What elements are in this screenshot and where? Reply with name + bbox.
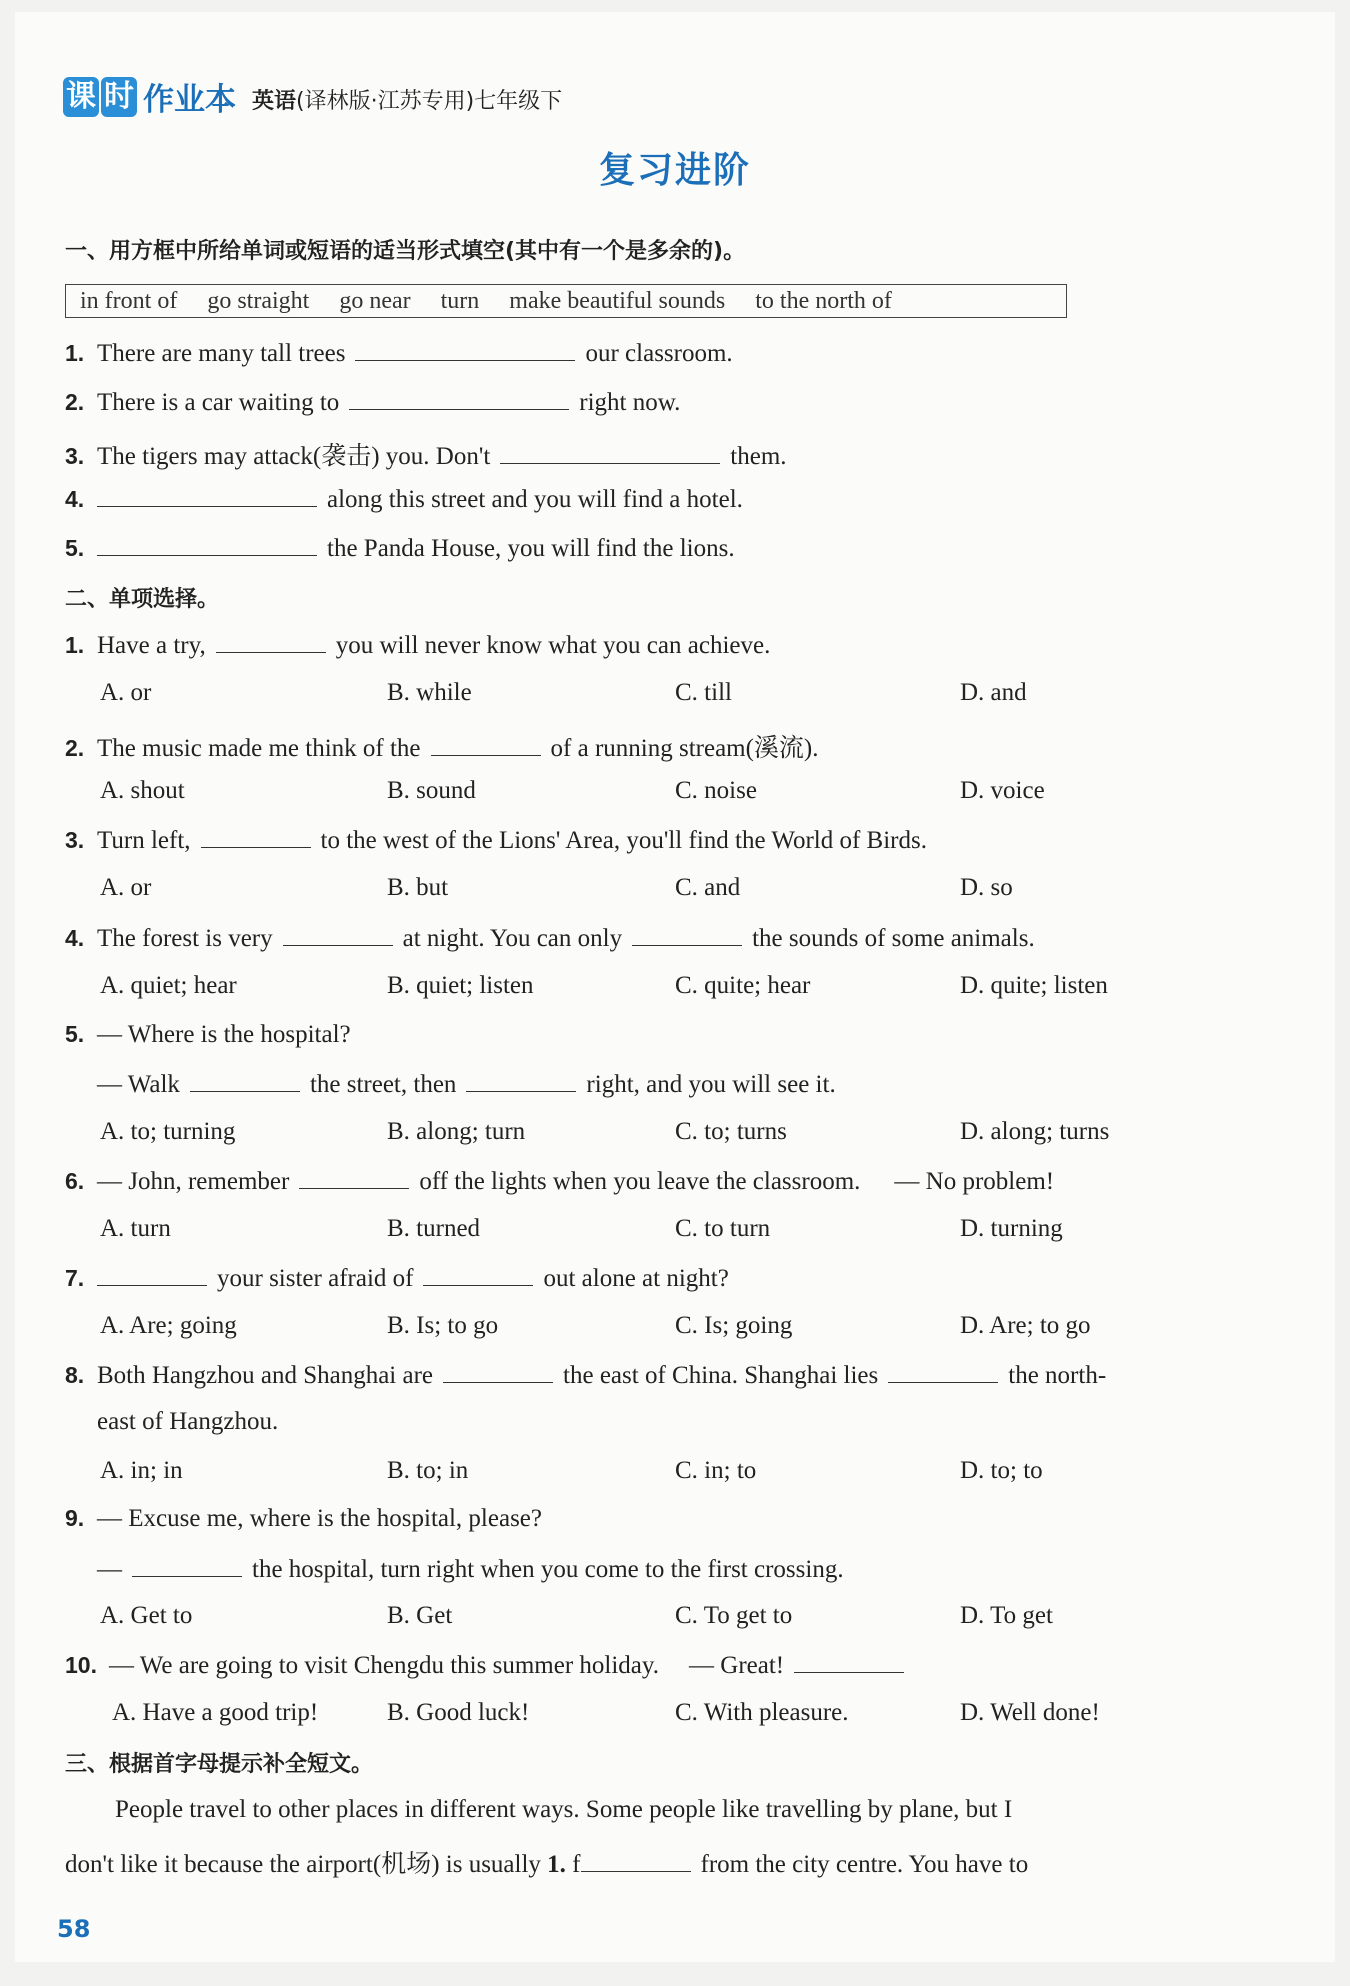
mc-question-line: east of Hangzhou. — [97, 1408, 279, 1435]
answer-blank[interactable] — [97, 1263, 207, 1286]
option-d[interactable]: D. to; to — [960, 1457, 1043, 1484]
page-number: 58 — [57, 1915, 91, 1943]
answer-blank[interactable] — [431, 733, 541, 756]
option-b[interactable]: B. Good luck! — [387, 1699, 530, 1726]
mc-question — [65, 1021, 351, 1049]
word-bank-item: to the north of — [755, 287, 892, 314]
option-b[interactable]: B. to; in — [387, 1457, 469, 1484]
passage-line — [65, 1844, 1028, 1880]
mc-question-line — [97, 1069, 836, 1099]
option-a[interactable]: A. quiet; hear — [100, 972, 237, 999]
answer-blank[interactable] — [888, 1360, 998, 1383]
passage-text: from the city centre. You have to — [700, 1851, 1029, 1878]
option-b[interactable]: B. quiet; listen — [387, 972, 534, 999]
option-d[interactable]: D. voice — [960, 777, 1045, 804]
mc-question — [65, 923, 1035, 953]
fill-item — [65, 387, 680, 417]
option-c[interactable]: C. till — [675, 679, 732, 706]
answer-blank[interactable] — [216, 630, 326, 653]
answer-blank[interactable] — [443, 1360, 553, 1383]
option-c[interactable]: C. noise — [675, 777, 757, 804]
answer-blank[interactable] — [500, 441, 720, 464]
option-a[interactable]: A. turn — [100, 1215, 171, 1242]
item-number: 1. — [65, 632, 85, 658]
worksheet-page — [15, 12, 1335, 1962]
item-text: them. — [730, 443, 787, 470]
answer-blank[interactable] — [466, 1069, 576, 1092]
item-text: right now. — [579, 389, 681, 416]
word-bank — [65, 284, 1067, 318]
item-text: our classroom. — [585, 340, 733, 367]
answer-blank[interactable] — [355, 338, 575, 361]
item-number: 7. — [65, 1265, 85, 1291]
question-text: you will never know what you can achieve. — [335, 632, 771, 659]
answer-blank[interactable] — [349, 387, 569, 410]
logo-text: 作业本 — [143, 82, 236, 118]
item-number: 5. — [65, 535, 85, 561]
answer-blank[interactable] — [794, 1650, 904, 1673]
option-c[interactable]: C. to; turns — [675, 1118, 787, 1145]
mc-question — [65, 1360, 1106, 1390]
option-c[interactable]: C. To get to — [675, 1602, 793, 1629]
item-number: 1. — [65, 340, 85, 366]
question-text: the east of China. Shanghai lies — [563, 1362, 879, 1389]
mc-question — [65, 1263, 729, 1293]
item-text: along this street and you will find a hotel. — [327, 486, 743, 513]
page-title: 复习进阶 — [598, 150, 751, 191]
question-text: out alone at night? — [543, 1265, 729, 1292]
mc-question — [65, 728, 819, 764]
option-b[interactable]: B. but — [387, 874, 449, 901]
passage-text: don't like it because the airport(机场) is usually — [65, 1851, 541, 1878]
item-number: 3. — [65, 443, 85, 469]
option-a[interactable]: A. or — [100, 679, 152, 706]
mc-question-line — [97, 1554, 844, 1584]
mc-question — [65, 630, 770, 660]
word-bank-item: turn — [440, 287, 480, 314]
question-text: The music made me think of the — [97, 735, 421, 762]
option-a[interactable]: A. in; in — [100, 1457, 183, 1484]
fill-item — [65, 484, 743, 514]
mc-question — [65, 825, 927, 855]
question-text: — We are going to visit Chengdu this summer holiday. — [109, 1652, 660, 1679]
book-title — [252, 84, 562, 115]
answer-blank[interactable] — [632, 923, 742, 946]
question-text: the hospital, turn right when you come to the first crossing. — [252, 1556, 844, 1583]
question-text: at night. You can only — [402, 925, 623, 952]
option-c[interactable]: C. With pleasure. — [675, 1699, 849, 1726]
fill-item — [65, 338, 733, 368]
question-text: the north- — [1008, 1362, 1107, 1389]
option-c[interactable]: C. in; to — [675, 1457, 757, 1484]
section-2-heading: 二、单项选择。 — [65, 587, 220, 612]
mc-question — [65, 1166, 1054, 1196]
option-a[interactable]: A. Get to — [100, 1602, 193, 1629]
item-number: 3. — [65, 827, 85, 853]
option-c[interactable]: C. quite; hear — [675, 972, 811, 999]
answer-blank[interactable] — [190, 1069, 300, 1092]
fill-item — [65, 533, 735, 563]
question-text: Turn left, — [97, 827, 191, 854]
logo — [63, 74, 236, 119]
question-text: your sister afraid of — [217, 1265, 414, 1292]
item-number: 5. — [65, 1021, 85, 1047]
page-header — [63, 74, 562, 119]
item-text: The tigers may attack(袭击) you. Don't — [97, 443, 491, 470]
answer-blank[interactable] — [283, 923, 393, 946]
fill-item — [65, 436, 787, 472]
item-number: 2. — [65, 735, 85, 761]
logo-char: 课 — [63, 77, 99, 117]
mc-question — [65, 1505, 542, 1533]
option-b[interactable]: B. while — [387, 679, 472, 706]
option-d[interactable]: D. along; turns — [960, 1118, 1110, 1145]
option-d[interactable]: D. and — [960, 679, 1027, 706]
question-text: off the lights when you leave the classroom. — [419, 1168, 861, 1195]
item-number: 9. — [65, 1505, 85, 1531]
question-text: — No problem! — [894, 1168, 1055, 1195]
answer-blank[interactable] — [97, 533, 317, 556]
option-d[interactable]: D. quite; listen — [960, 972, 1108, 999]
option-b[interactable]: B. Get — [387, 1602, 453, 1629]
option-b[interactable]: B. turned — [387, 1215, 481, 1242]
option-b[interactable]: B. Is; to go — [387, 1312, 499, 1339]
option-c[interactable]: C. to turn — [675, 1215, 771, 1242]
answer-blank[interactable] — [132, 1554, 242, 1577]
question-text: — Walk — [97, 1071, 180, 1098]
item-text: the Panda House, you will find the lions. — [327, 535, 735, 562]
book-edition: (译林版·江苏专用)七年级下 — [296, 89, 563, 114]
option-d[interactable]: D. Are; to go — [960, 1312, 1091, 1339]
passage-line: People travel to other places in different ways. Some people like travelling by plane, but I — [115, 1796, 1013, 1823]
option-b[interactable]: B. along; turn — [387, 1118, 526, 1145]
question-text: — Great! — [689, 1652, 785, 1679]
section-3-heading: 三、根据首字母提示补全短文。 — [65, 1752, 374, 1777]
item-number: 6. — [65, 1168, 85, 1194]
answer-blank[interactable] — [299, 1166, 409, 1189]
initial-letter-hint: f — [572, 1851, 581, 1878]
item-text: There are many tall trees — [97, 340, 346, 367]
option-d[interactable]: D. turning — [960, 1215, 1063, 1242]
option-a[interactable]: A. Have a good trip! — [112, 1699, 319, 1726]
option-d[interactable]: D. so — [960, 874, 1013, 901]
question-text: The forest is very — [97, 925, 273, 952]
item-number: 1. — [547, 1851, 566, 1878]
book-subject: 英语 — [252, 89, 297, 114]
question-text: to the west of the Lions' Area, you'll find the World of Birds. — [320, 827, 927, 854]
answer-blank[interactable] — [581, 1849, 691, 1872]
item-number: 2. — [65, 389, 85, 415]
answer-blank[interactable] — [201, 825, 311, 848]
item-number: 4. — [65, 486, 85, 512]
option-b[interactable]: B. sound — [387, 777, 476, 804]
mc-question — [65, 1650, 914, 1680]
word-bank-item: in front of — [80, 287, 178, 314]
question-text: — — [97, 1556, 122, 1583]
answer-blank[interactable] — [423, 1263, 533, 1286]
option-a[interactable]: A. or — [100, 874, 152, 901]
question-text: — Excuse me, where is the hospital, please? — [97, 1505, 542, 1532]
section-1-heading: 一、用方框中所给单词或短语的适当形式填空(其中有一个是多余的)。 — [65, 239, 746, 264]
option-a[interactable]: A. to; turning — [100, 1118, 236, 1145]
question-text: the sounds of some animals. — [752, 925, 1035, 952]
question-text: of a running stream(溪流). — [550, 735, 819, 762]
option-a[interactable]: A. shout — [100, 777, 185, 804]
question-text: Have a try, — [97, 632, 206, 659]
question-text: Both Hangzhou and Shanghai are — [97, 1362, 434, 1389]
item-number: 8. — [65, 1362, 85, 1388]
item-text: There is a car waiting to — [97, 389, 340, 416]
option-c[interactable]: C. and — [675, 874, 741, 901]
option-a[interactable]: A. Are; going — [100, 1312, 237, 1339]
question-text: — John, remember — [97, 1168, 290, 1195]
answer-blank[interactable] — [97, 484, 317, 507]
item-number: 10. — [65, 1652, 97, 1678]
word-bank-item: go straight — [207, 287, 310, 314]
logo-char: 时 — [101, 77, 137, 117]
option-c[interactable]: C. Is; going — [675, 1312, 793, 1339]
word-bank-item: go near — [339, 287, 411, 314]
question-text: — Where is the hospital? — [97, 1021, 351, 1048]
item-number: 4. — [65, 925, 85, 951]
question-text: the street, then — [309, 1071, 457, 1098]
option-d[interactable]: D. Well done! — [960, 1699, 1100, 1726]
question-text: right, and you will see it. — [586, 1071, 836, 1098]
option-d[interactable]: D. To get — [960, 1602, 1053, 1629]
word-bank-item: make beautiful sounds — [509, 287, 726, 314]
